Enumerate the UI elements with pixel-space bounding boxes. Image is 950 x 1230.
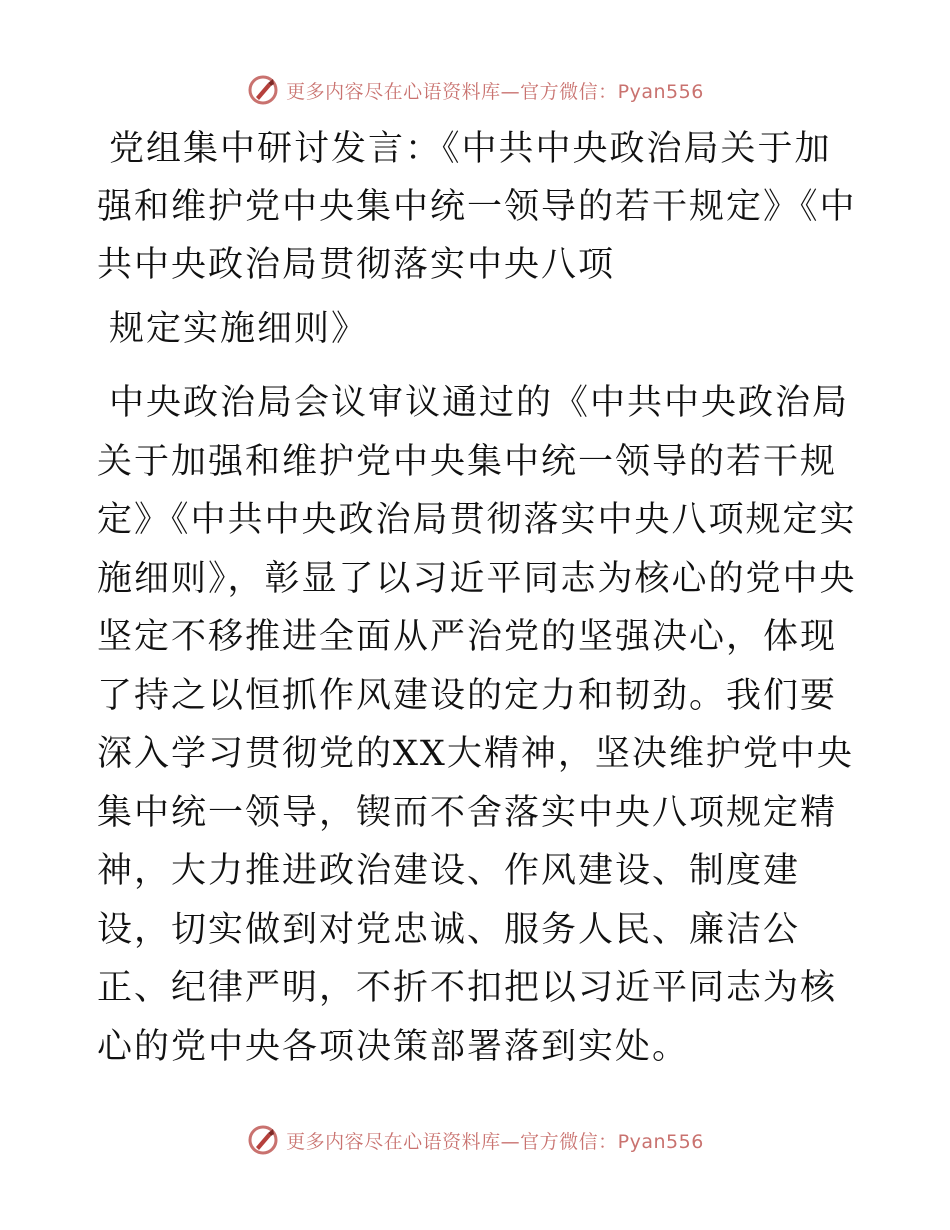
document-content — [97, 120, 857, 1076]
document-title-continuation: 规定实施细则》 — [109, 309, 369, 349]
document-body-paragraph: 中央政治局会议审议通过的《中共中央政治局关于加强和维护党中央集中统一领导的若干规定》《中共中央政治局贯彻落实中央八项规定实施细则》，彰显了以习近平同志为核心的党中央坚定不移推进全面从严治党的坚强决心，体现了持之以恒抓作风建设的定力和韧劲。我们要深入学习贯彻党的XX大精神，坚决维护党中央集中统一领导，锲而不舍落实中央八项规定精神，大力推进政治建设、作风建设、制度建设，切实做到对党忠诚、服务人民、廉洁公正、纪律严明，不折不扣把以习近平同志为核心的党中央各项决策部署落到实处。 — [97, 383, 857, 1067]
watermark-text: 更多内容尽在心语资料库—官方微信：Pyan556 — [286, 1130, 704, 1153]
pen-nib-circle-logo-icon — [246, 1123, 280, 1157]
document-title: 党组集中研讨发言：《中共中央政治局关于加强和维护党中央集中统一领导的若干规定》《中共中央政治局贯彻落实中央八项 — [97, 129, 857, 285]
pen-nib-circle-logo-icon — [246, 73, 280, 107]
header-watermark — [0, 70, 950, 110]
watermark-text: 更多内容尽在心语资料库—官方微信：Pyan556 — [286, 80, 704, 103]
footer-watermark — [0, 1120, 950, 1160]
